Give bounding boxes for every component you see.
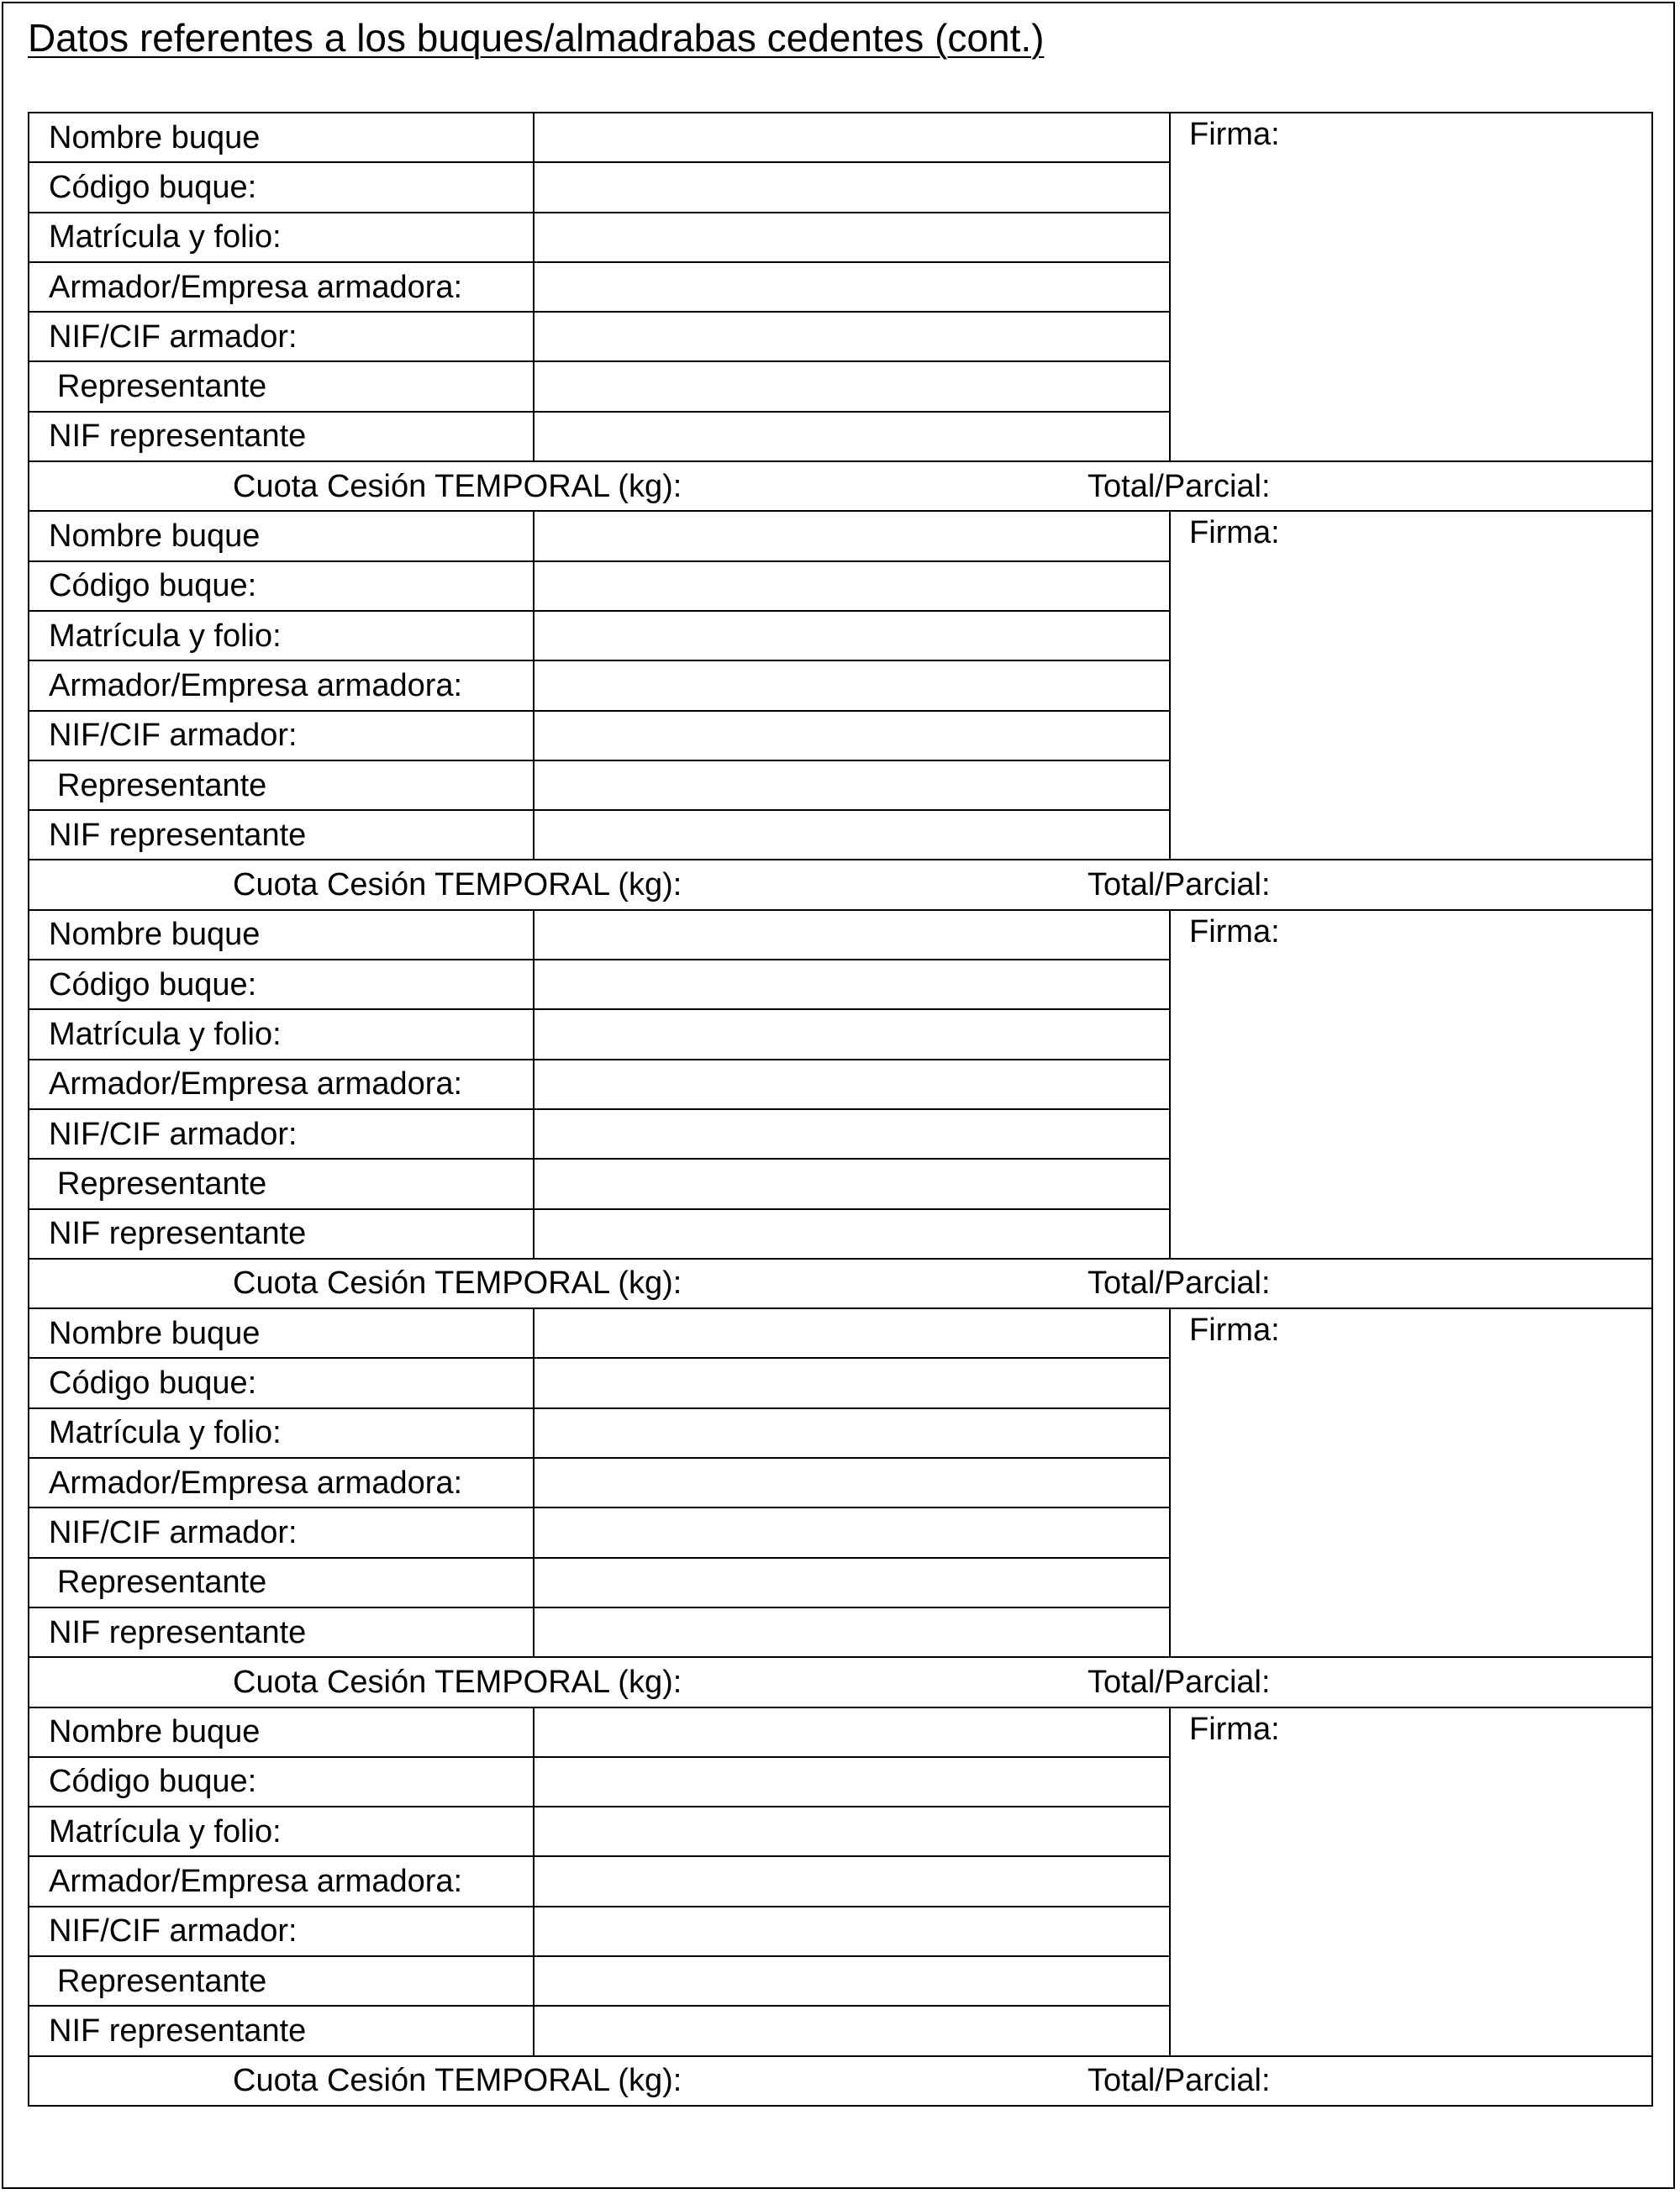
representante-field[interactable] — [534, 361, 1170, 411]
cuota-field[interactable] — [29, 1657, 1652, 1707]
codigo-buque-field[interactable] — [534, 1358, 1170, 1407]
matricula-folio-field[interactable] — [534, 1408, 1170, 1458]
firma-signature-box[interactable] — [1170, 113, 1652, 461]
representante-field[interactable] — [534, 1159, 1170, 1208]
armador-label: Armador/Empresa armadora: — [29, 1856, 534, 1906]
nif-cif-armador-label: NIF/CIF armador: — [29, 312, 534, 361]
firma-label: Firma: — [1189, 515, 1280, 551]
codigo-buque-field[interactable] — [534, 162, 1170, 212]
nif-cif-armador-field[interactable] — [534, 312, 1170, 361]
matricula-folio-label: Matrícula y folio: — [29, 611, 534, 660]
representante-label: Representante — [29, 1159, 534, 1208]
armador-field[interactable] — [534, 1060, 1170, 1109]
nif-representante-field[interactable] — [534, 810, 1170, 860]
vessel-3-cuota-row — [29, 1259, 1652, 1308]
codigo-buque-label: Código buque: — [29, 1358, 534, 1407]
armador-field[interactable] — [534, 262, 1170, 312]
nombre-buque-field[interactable] — [534, 113, 1170, 162]
armador-label: Armador/Empresa armadora: — [29, 660, 534, 710]
page-title: Datos referentes a los buques/almadrabas cedentes (cont.) — [28, 16, 1045, 60]
representante-label: Representante — [29, 361, 534, 411]
matricula-folio-field[interactable] — [534, 1807, 1170, 1856]
matricula-folio-field[interactable] — [534, 213, 1170, 262]
vessel-3-row-nombre-buque — [29, 910, 1652, 960]
vessel-form-table — [28, 112, 1653, 2107]
vessel-1-row-nombre-buque — [29, 113, 1652, 162]
representante-label: Representante — [29, 760, 534, 810]
cuota-cesion-label: Cuota Cesión TEMPORAL (kg): — [233, 2063, 682, 2099]
nif-cif-armador-field[interactable] — [534, 1907, 1170, 1956]
vessel-2-cuota-row — [29, 860, 1652, 909]
firma-label: Firma: — [1189, 117, 1280, 152]
matricula-folio-label: Matrícula y folio: — [29, 1408, 534, 1458]
firma-label: Firma: — [1189, 913, 1280, 950]
nif-representante-label: NIF representante — [29, 810, 534, 860]
nombre-buque-field[interactable] — [534, 1707, 1170, 1757]
armador-label: Armador/Empresa armadora: — [29, 262, 534, 312]
cuota-field[interactable] — [29, 860, 1652, 909]
codigo-buque-label: Código buque: — [29, 162, 534, 212]
cuota-cesion-label: Cuota Cesión TEMPORAL (kg): — [233, 468, 682, 504]
armador-label: Armador/Empresa armadora: — [29, 1060, 534, 1109]
cuota-field[interactable] — [29, 2056, 1652, 2106]
nombre-buque-label: Nombre buque — [29, 1707, 534, 1757]
nif-cif-armador-field[interactable] — [534, 1109, 1170, 1159]
total-parcial-label: Total/Parcial: — [1088, 1265, 1271, 1302]
cuota-cesion-label: Cuota Cesión TEMPORAL (kg): — [233, 1265, 682, 1302]
nombre-buque-field[interactable] — [534, 511, 1170, 560]
codigo-buque-field[interactable] — [534, 1757, 1170, 1807]
nif-cif-armador-label: NIF/CIF armador: — [29, 1907, 534, 1956]
nombre-buque-label: Nombre buque — [29, 113, 534, 162]
firma-signature-box[interactable] — [1170, 1308, 1652, 1657]
representante-label: Representante — [29, 1558, 534, 1607]
nif-cif-armador-label: NIF/CIF armador: — [29, 711, 534, 760]
matricula-folio-field[interactable] — [534, 1009, 1170, 1059]
representante-label: Representante — [29, 1956, 534, 2006]
armador-field[interactable] — [534, 1856, 1170, 1906]
armador-label: Armador/Empresa armadora: — [29, 1458, 534, 1507]
codigo-buque-label: Código buque: — [29, 960, 534, 1009]
representante-field[interactable] — [534, 760, 1170, 810]
matricula-folio-label: Matrícula y folio: — [29, 213, 534, 262]
representante-field[interactable] — [534, 1956, 1170, 2006]
matricula-folio-label: Matrícula y folio: — [29, 1009, 534, 1059]
nif-representante-label: NIF representante — [29, 412, 534, 461]
firma-signature-box[interactable] — [1170, 511, 1652, 860]
codigo-buque-label: Código buque: — [29, 561, 534, 611]
nif-representante-label: NIF representante — [29, 1607, 534, 1657]
firma-signature-box[interactable] — [1170, 1707, 1652, 2056]
nombre-buque-field[interactable] — [534, 1308, 1170, 1358]
matricula-folio-field[interactable] — [534, 611, 1170, 660]
firma-label: Firma: — [1189, 1313, 1280, 1349]
vessel-1-cuota-row — [29, 461, 1652, 511]
nombre-buque-field[interactable] — [534, 910, 1170, 960]
nif-representante-field[interactable] — [534, 412, 1170, 461]
vessel-5-row-nombre-buque — [29, 1707, 1652, 1757]
nif-cif-armador-label: NIF/CIF armador: — [29, 1507, 534, 1557]
codigo-buque-label: Código buque: — [29, 1757, 534, 1807]
nombre-buque-label: Nombre buque — [29, 511, 534, 560]
nif-cif-armador-field[interactable] — [534, 711, 1170, 760]
total-parcial-label: Total/Parcial: — [1088, 867, 1271, 903]
total-parcial-label: Total/Parcial: — [1088, 1664, 1271, 1700]
vessel-4-row-nombre-buque — [29, 1308, 1652, 1358]
armador-field[interactable] — [534, 1458, 1170, 1507]
nif-cif-armador-label: NIF/CIF armador: — [29, 1109, 534, 1159]
nif-cif-armador-field[interactable] — [534, 1507, 1170, 1557]
firma-label: Firma: — [1189, 1711, 1280, 1747]
representante-field[interactable] — [534, 1558, 1170, 1607]
nif-representante-field[interactable] — [534, 1209, 1170, 1259]
vessel-5-cuota-row — [29, 2056, 1652, 2106]
armador-field[interactable] — [534, 660, 1170, 710]
vessel-4-cuota-row — [29, 1657, 1652, 1707]
nif-representante-field[interactable] — [534, 1607, 1170, 1657]
nif-representante-label: NIF representante — [29, 2006, 534, 2055]
firma-signature-box[interactable] — [1170, 910, 1652, 1259]
total-parcial-label: Total/Parcial: — [1088, 2063, 1271, 2099]
cuota-field[interactable] — [29, 461, 1652, 511]
vessel-2-row-nombre-buque — [29, 511, 1652, 560]
total-parcial-label: Total/Parcial: — [1088, 468, 1271, 504]
codigo-buque-field[interactable] — [534, 561, 1170, 611]
nif-representante-label: NIF representante — [29, 1209, 534, 1259]
codigo-buque-field[interactable] — [534, 960, 1170, 1009]
cuota-cesion-label: Cuota Cesión TEMPORAL (kg): — [233, 1664, 682, 1700]
nombre-buque-label: Nombre buque — [29, 910, 534, 960]
nombre-buque-label: Nombre buque — [29, 1308, 534, 1358]
matricula-folio-label: Matrícula y folio: — [29, 1807, 534, 1856]
nif-representante-field[interactable] — [534, 2006, 1170, 2055]
cuota-field[interactable] — [29, 1259, 1652, 1308]
cuota-cesion-label: Cuota Cesión TEMPORAL (kg): — [233, 867, 682, 903]
